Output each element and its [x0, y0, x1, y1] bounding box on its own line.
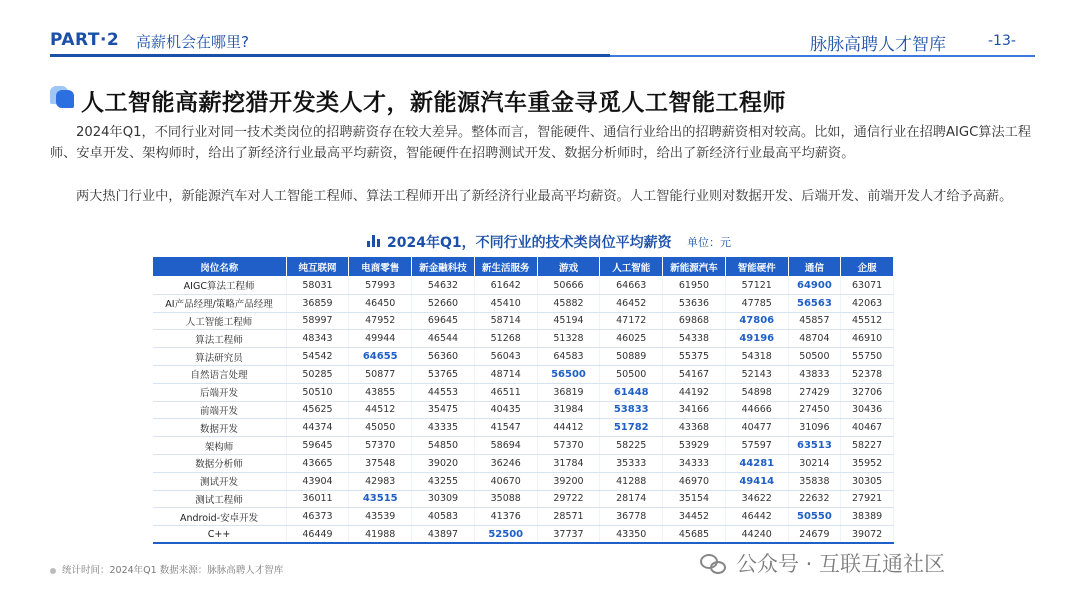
salary-cell: 46452 [600, 294, 663, 312]
salary-cell: 50500 [600, 365, 663, 383]
salary-cell: 45194 [537, 312, 600, 330]
column-header: 人工智能 [600, 257, 663, 277]
role-cell: 算法工程师 [153, 330, 287, 348]
column-header: 企服 [841, 257, 894, 277]
salary-cell: 47785 [725, 294, 788, 312]
salary-cell: 57370 [537, 437, 600, 455]
salary-cell: 44240 [725, 526, 788, 544]
role-cell: 测试工程师 [153, 490, 287, 508]
salary-cell: 46449 [286, 526, 349, 544]
role-cell: 数据分析师 [153, 454, 287, 472]
salary-cell: 57121 [725, 277, 788, 295]
salary-cell: 37737 [537, 526, 600, 544]
salary-cell: 45882 [537, 294, 600, 312]
salary-cell: 48343 [286, 330, 349, 348]
salary-cell: 27429 [788, 383, 841, 401]
page-title: 人工智能高薪挖猎开发类人才，新能源汽车重金寻觅人工智能工程师 [81, 90, 786, 116]
body-paragraph-2: 两大热门行业中，新能源汽车对人工智能工程师、算法工程师开出了新经济行业最高平均薪资。人工智能行业则对数据开发、后端开发、前端开发人才给予高薪。 [76, 189, 1013, 204]
table-row [153, 383, 894, 401]
salary-cell: 44412 [537, 419, 600, 437]
salary-cell: 32706 [841, 383, 894, 401]
role-cell: AIGC算法工程师 [153, 277, 287, 295]
table-row [153, 277, 894, 295]
salary-cell: 58714 [474, 312, 537, 330]
salary-cell: 30309 [412, 490, 475, 508]
salary-cell: 54167 [663, 365, 726, 383]
salary-cell: 45625 [286, 401, 349, 419]
headline-bullet-icon [50, 86, 74, 108]
salary-cell: 46373 [286, 508, 349, 526]
salary-cell: 31784 [537, 454, 600, 472]
salary-cell: 44192 [663, 383, 726, 401]
top-bar [0, 0, 1080, 60]
salary-cell: 69868 [663, 312, 726, 330]
salary-cell: 50877 [349, 365, 412, 383]
wechat-icon [700, 552, 730, 578]
salary-cell: 35838 [788, 472, 841, 490]
salary-cell: 53929 [663, 437, 726, 455]
salary-cell: 55750 [841, 348, 894, 366]
salary-cell: 53765 [412, 365, 475, 383]
table-row [153, 294, 894, 312]
table-body [153, 277, 894, 544]
salary-cell: 48704 [788, 330, 841, 348]
salary-cell: 36819 [537, 383, 600, 401]
salary-cell: 50666 [537, 277, 600, 295]
salary-cell: 52660 [412, 294, 475, 312]
salary-cell: 52378 [841, 365, 894, 383]
table-title: 2024年Q1，不同行业的技术类岗位平均薪资 [387, 235, 672, 251]
salary-cell: 40583 [412, 508, 475, 526]
table-row [153, 526, 894, 544]
salary-cell: 46970 [663, 472, 726, 490]
salary-cell: 41547 [474, 419, 537, 437]
salary-cell: 40670 [474, 472, 537, 490]
salary-cell: 36011 [286, 490, 349, 508]
salary-cell: 54898 [725, 383, 788, 401]
footnote-text: 统计时间：2024年Q1 数据来源：脉脉高聘人才智库 [62, 565, 284, 576]
salary-cell: 46442 [725, 508, 788, 526]
column-header: 通信 [788, 257, 841, 277]
highest-salary-cell: 61448 [600, 383, 663, 401]
salary-cell: 56043 [474, 348, 537, 366]
salary-cell: 45512 [841, 312, 894, 330]
salary-cell: 50889 [600, 348, 663, 366]
salary-cell: 61950 [663, 277, 726, 295]
salary-cell: 69645 [412, 312, 475, 330]
salary-cell: 49944 [349, 330, 412, 348]
table-row [153, 508, 894, 526]
highest-salary-cell: 44281 [725, 454, 788, 472]
highest-salary-cell: 64900 [788, 277, 841, 295]
salary-cell: 48714 [474, 365, 537, 383]
salary-cell: 50500 [788, 348, 841, 366]
salary-cell: 52143 [725, 365, 788, 383]
salary-cell: 43350 [600, 526, 663, 544]
salary-cell: 42983 [349, 472, 412, 490]
salary-cell: 43833 [788, 365, 841, 383]
column-header: 游戏 [537, 257, 600, 277]
salary-cell: 30305 [841, 472, 894, 490]
part-subtitle: 高薪机会在哪里? [136, 33, 249, 51]
salary-cell: 44666 [725, 401, 788, 419]
salary-cell: 43665 [286, 454, 349, 472]
column-header: 电商零售 [349, 257, 412, 277]
salary-cell: 30436 [841, 401, 894, 419]
salary-cell: 29722 [537, 490, 600, 508]
table-header-row [153, 257, 894, 277]
watermark-text: 公众号 · 互联互通社区 [736, 552, 946, 576]
salary-cell: 36246 [474, 454, 537, 472]
salary-cell: 54632 [412, 277, 475, 295]
salary-cell: 51328 [537, 330, 600, 348]
salary-cell: 46450 [349, 294, 412, 312]
salary-cell: 28174 [600, 490, 663, 508]
column-header: 岗位名称 [153, 257, 287, 277]
salary-cell: 64583 [537, 348, 600, 366]
table-row [153, 330, 894, 348]
salary-cell: 34166 [663, 401, 726, 419]
salary-cell: 35952 [841, 454, 894, 472]
highest-salary-cell: 52500 [474, 526, 537, 544]
salary-cell: 40467 [841, 419, 894, 437]
highest-salary-cell: 49196 [725, 330, 788, 348]
highest-salary-cell: 56563 [788, 294, 841, 312]
salary-cell: 43539 [349, 508, 412, 526]
bullet-dot-icon [50, 568, 56, 574]
salary-cell: 43368 [663, 419, 726, 437]
role-cell: 自然语言处理 [153, 365, 287, 383]
role-cell: AI产品经理/策略产品经理 [153, 294, 287, 312]
salary-cell: 41988 [349, 526, 412, 544]
salary-cell: 54318 [725, 348, 788, 366]
salary-cell: 46025 [600, 330, 663, 348]
salary-cell: 43255 [412, 472, 475, 490]
role-cell: 架构师 [153, 437, 287, 455]
table-unit: 单位：元 [687, 236, 731, 249]
salary-cell: 34452 [663, 508, 726, 526]
column-header: 新生活服务 [474, 257, 537, 277]
salary-cell: 27921 [841, 490, 894, 508]
salary-cell: 58225 [600, 437, 663, 455]
table-row [153, 348, 894, 366]
body-paragraph-1: 2024年Q1，不同行业对同一技术类岗位的招聘薪资存在较大差异。整体而言，智能硬件、通信行业给出的招聘薪资相对较高。比如，通信行业在招聘AIGC算法工程师、安卓开发、架构师时，给出了新经济行业最高平均薪资，智能硬件在招聘测试开发、数据分析师时，给出了新经济行业最高平均薪资。 [50, 125, 1032, 161]
salary-cell: 22632 [788, 490, 841, 508]
salary-cell: 64663 [600, 277, 663, 295]
salary-cell: 27450 [788, 401, 841, 419]
salary-cell: 55375 [663, 348, 726, 366]
highest-salary-cell: 56500 [537, 365, 600, 383]
salary-cell: 58227 [841, 437, 894, 455]
salary-cell: 57993 [349, 277, 412, 295]
salary-cell: 50285 [286, 365, 349, 383]
role-cell: 后端开发 [153, 383, 287, 401]
highest-salary-cell: 53833 [600, 401, 663, 419]
salary-cell: 46544 [412, 330, 475, 348]
salary-cell: 50510 [286, 383, 349, 401]
salary-cell: 35333 [600, 454, 663, 472]
role-cell: 人工智能工程师 [153, 312, 287, 330]
header-divider [50, 55, 1035, 57]
salary-cell: 54850 [412, 437, 475, 455]
table-row [153, 454, 894, 472]
salary-cell: 36859 [286, 294, 349, 312]
role-cell: 前端开发 [153, 401, 287, 419]
table-row [153, 437, 894, 455]
salary-cell: 47172 [600, 312, 663, 330]
table-title-block [367, 232, 807, 252]
salary-cell: 46511 [474, 383, 537, 401]
salary-cell: 44374 [286, 419, 349, 437]
role-cell: 算法研究员 [153, 348, 287, 366]
salary-cell: 56360 [412, 348, 475, 366]
salary-cell: 63071 [841, 277, 894, 295]
salary-cell: 57370 [349, 437, 412, 455]
salary-cell: 24679 [788, 526, 841, 544]
salary-cell: 39020 [412, 454, 475, 472]
column-header: 新能源汽车 [663, 257, 726, 277]
highest-salary-cell: 49414 [725, 472, 788, 490]
salary-cell: 41376 [474, 508, 537, 526]
salary-cell: 40477 [725, 419, 788, 437]
salary-cell: 44553 [412, 383, 475, 401]
salary-cell: 34622 [725, 490, 788, 508]
salary-cell: 58031 [286, 277, 349, 295]
table-row [153, 472, 894, 490]
salary-cell: 31984 [537, 401, 600, 419]
salary-cell: 51268 [474, 330, 537, 348]
salary-cell: 47952 [349, 312, 412, 330]
salary-cell: 35154 [663, 490, 726, 508]
salary-cell: 38389 [841, 508, 894, 526]
salary-cell: 35088 [474, 490, 537, 508]
salary-cell: 53636 [663, 294, 726, 312]
table-row [153, 401, 894, 419]
salary-table [152, 256, 894, 544]
highest-salary-cell: 63513 [788, 437, 841, 455]
column-header: 新金融科技 [412, 257, 475, 277]
salary-cell: 43897 [412, 526, 475, 544]
table-row [153, 419, 894, 437]
salary-cell: 54542 [286, 348, 349, 366]
salary-cell: 59645 [286, 437, 349, 455]
salary-cell: 39200 [537, 472, 600, 490]
brand-name: 脉脉高聘人才智库 [810, 35, 946, 55]
role-cell: 数据开发 [153, 419, 287, 437]
salary-cell: 43335 [412, 419, 475, 437]
highest-salary-cell: 43515 [349, 490, 412, 508]
salary-cell: 45410 [474, 294, 537, 312]
salary-cell: 31096 [788, 419, 841, 437]
salary-cell: 30214 [788, 454, 841, 472]
salary-cell: 37548 [349, 454, 412, 472]
role-cell: Android-安卓开发 [153, 508, 287, 526]
salary-cell: 28571 [537, 508, 600, 526]
role-cell: 测试开发 [153, 472, 287, 490]
footnote [50, 562, 283, 576]
highest-salary-cell: 51782 [600, 419, 663, 437]
salary-cell: 43855 [349, 383, 412, 401]
salary-cell: 41288 [600, 472, 663, 490]
salary-cell: 42063 [841, 294, 894, 312]
column-header: 智能硬件 [725, 257, 788, 277]
highest-salary-cell: 64655 [349, 348, 412, 366]
salary-cell: 45050 [349, 419, 412, 437]
watermark [700, 548, 945, 578]
salary-cell: 40435 [474, 401, 537, 419]
salary-cell: 57597 [725, 437, 788, 455]
bar-chart-icon [367, 235, 381, 247]
salary-cell: 58997 [286, 312, 349, 330]
table-row [153, 365, 894, 383]
part-label: PART·2 [50, 30, 120, 50]
salary-cell: 45685 [663, 526, 726, 544]
salary-cell: 35475 [412, 401, 475, 419]
highest-salary-cell: 47806 [725, 312, 788, 330]
salary-cell: 61642 [474, 277, 537, 295]
column-header: 纯互联网 [286, 257, 349, 277]
page-number: -13- [988, 33, 1016, 49]
salary-cell: 34333 [663, 454, 726, 472]
highest-salary-cell: 50550 [788, 508, 841, 526]
salary-cell: 44512 [349, 401, 412, 419]
role-cell: C++ [153, 526, 287, 544]
salary-cell: 39072 [841, 526, 894, 544]
table-row [153, 312, 894, 330]
salary-cell: 54338 [663, 330, 726, 348]
salary-cell: 36778 [600, 508, 663, 526]
salary-cell: 46910 [841, 330, 894, 348]
table-row [153, 490, 894, 508]
salary-cell: 58694 [474, 437, 537, 455]
salary-cell: 45857 [788, 312, 841, 330]
salary-cell: 43904 [286, 472, 349, 490]
